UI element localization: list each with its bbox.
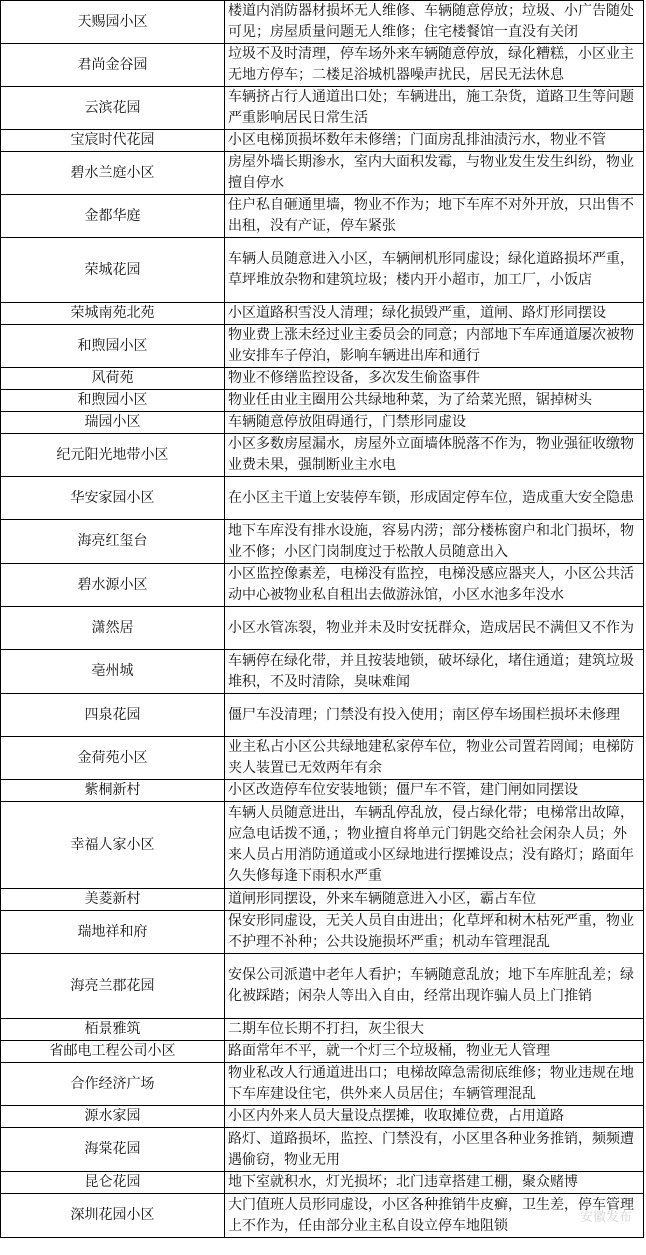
issue-description-cell: 地下车库没有排水设施，容易内涝；部分楼栋窗户和北门损坏，物业不修；小区门岗制度过于松散人员随意出入 (225, 520, 644, 564)
table-row (1, 368, 644, 390)
community-name-cell: 四泉花园 (1, 694, 225, 737)
table-row (1, 238, 644, 303)
issue-description-cell: 地下室就积水，灯光损坏；北门违章搭建工棚，聚众赌博 (225, 1172, 644, 1194)
community-name-cell: 风荷苑 (1, 368, 225, 390)
community-name-cell: 金荷苑小区 (1, 737, 225, 780)
community-name-cell: 碧水源小区 (1, 564, 225, 607)
community-name-cell: 幸福人家小区 (1, 802, 225, 889)
table-row (1, 152, 644, 195)
community-name-cell: 云滨花园 (1, 87, 225, 130)
community-name-cell: 美菱新村 (1, 889, 225, 911)
community-name-cell: 瑞园小区 (1, 412, 225, 434)
table-row (1, 1194, 644, 1238)
table-row (1, 1, 644, 44)
table-row (1, 477, 644, 520)
issue-description-cell: 僵尸车没清理；门禁没有投入使用；南区停车场围栏损坏未修理 (225, 694, 644, 737)
table-body (1, 1, 644, 1238)
table-row (1, 1106, 644, 1128)
community-name-cell: 紫桐新村 (1, 780, 225, 802)
issue-description-cell: 住户私自砸通里墙，物业不作为；地下车库不对外开放，只出售不出租，没有产证，停车紧张 (225, 195, 644, 238)
table-row (1, 434, 644, 477)
table-row (1, 954, 644, 1019)
community-name-cell: 荣城南苑北苑 (1, 303, 225, 325)
issue-description-cell: 物业私改人行通道进出口；电梯故障急需彻底维修；物业违规在地下车库建设住宅，供外来人员居住；车辆管理混乱 (225, 1063, 644, 1106)
community-name-cell: 和煦园小区 (1, 390, 225, 412)
issue-description-cell: 车辆随意停放阻碍通行，门禁形同虚设 (225, 412, 644, 434)
issue-description-cell: 车辆停在绿化带，并且按装地锁，破坏绿化，堵住通道；建筑垃圾堆积，不及时清除，臭味难闻 (225, 650, 644, 694)
table-row (1, 130, 644, 152)
community-name-cell: 深圳花园小区 (1, 1194, 225, 1238)
table-row (1, 889, 644, 911)
table-row (1, 737, 644, 780)
community-name-cell: 亳州城 (1, 650, 225, 694)
issue-description-cell: 在小区主干道上安装停车锁，形成固定停车位，造成重大安全隐患 (225, 477, 644, 520)
issue-description-cell: 物业不修缮监控设备，多次发生偷盗事件 (225, 368, 644, 390)
issue-description-cell: 保安形同虚设，无关人员自由进出；化草坪和树木枯死严重，物业不护理不补种；公共设施损坏严重；机动车管理混乱 (225, 911, 644, 954)
community-name-cell: 省邮电工程公司小区 (1, 1041, 225, 1063)
table-row (1, 1172, 644, 1194)
issue-description-cell: 小区监控像素差，电梯没有监控，电梯没感应器夹人，小区公共活动中心被物业私自租出去做游泳馆，小区水池多年没水 (225, 564, 644, 607)
community-name-cell: 君尚金谷园 (1, 44, 225, 87)
community-name-cell: 海棠花园 (1, 1128, 225, 1172)
table-row (1, 195, 644, 238)
table-row (1, 87, 644, 130)
issue-description-cell: 楼道内消防器材损坏无人维修、车辆随意停放；垃圾、小广告随处可见；房屋质量问题无人维修；住宅楼餐馆一直没有关闭 (225, 1, 644, 44)
community-name-cell: 荣城花园 (1, 238, 225, 303)
issue-description-cell: 道闸形同摆设，外来车辆随意进入小区，霸占车位 (225, 889, 644, 911)
issue-description-cell: 车辆挤占行人通道出口处；车辆进出，施工杂货，道路卫生等问题严重影响居民日常生活 (225, 87, 644, 130)
table-row (1, 1041, 644, 1063)
issue-description-cell: 小区改造停车位安装地锁；僵尸车不管，建门闸如同摆设 (225, 780, 644, 802)
issue-description-cell: 车辆人员随意进入小区，车辆闸机形同虚设；绿化道路损坏严重，草坪堆放杂物和建筑垃圾；楼内开小超市，加工厂，小饭店 (225, 238, 644, 303)
issue-description-cell: 安保公司派遣中老年人看护；车辆随意乱放；地下车库脏乱差；绿化被踩踏；闲杂人等出入自由，经常出现诈骗人员上门推销 (225, 954, 644, 1019)
table-row (1, 303, 644, 325)
table-row (1, 911, 644, 954)
table-row (1, 650, 644, 694)
issue-description-cell: 业主私占小区公共绿地建私家停车位，物业公司置若罔闻；电梯防夹人装置已无效两年有余 (225, 737, 644, 780)
community-name-cell: 合作经济广场 (1, 1063, 225, 1106)
community-name-cell: 碧水兰庭小区 (1, 152, 225, 195)
table-row (1, 564, 644, 607)
issue-description-cell: 二期车位长期不打扫，灰尘很大 (225, 1019, 644, 1041)
community-name-cell: 海亮红玺台 (1, 520, 225, 564)
table-row (1, 390, 644, 412)
issue-description-cell: 小区电梯顶损坏数年未修缮；门面房乱排油渍污水，物业不管 (225, 130, 644, 152)
community-name-cell: 瑞地祥和府 (1, 911, 225, 954)
community-name-cell: 昆仑花园 (1, 1172, 225, 1194)
community-name-cell: 华安家园小区 (1, 477, 225, 520)
issue-description-cell: 房屋外墙长期渗水，室内大面积发霉，与物业发生发生纠纷，物业擅自停水 (225, 152, 644, 195)
community-name-cell: 宝宸时代花园 (1, 130, 225, 152)
issue-description-cell: 路灯、道路损坏，监控、门禁没有，小区里各种业务推销，频频遭遇偷窃，物业无用 (225, 1128, 644, 1172)
issue-description-cell: 物业费上涨未经过业主委员会的同意；内部地下车库通道屡次被物业安排车子停泊，影响车辆进出库和通行 (225, 325, 644, 368)
issue-description-cell: 车辆人员随意进出，车辆乱停乱放，侵占绿化带；电梯常出故障，应急电话拨不通，；物业擅自将单元门钥匙交给社会闲杂人员；外来人员占用消防通道或小区绿地进行摆摊设点；没有路灯；路面年久失修每逢下雨积水严重 (225, 802, 644, 889)
community-name-cell: 潇然居 (1, 607, 225, 650)
table-row (1, 44, 644, 87)
issue-description-cell: 物业任由业主圈用公共绿地种菜，为了给菜光照，锯掉树头 (225, 390, 644, 412)
table-row (1, 607, 644, 650)
community-name-cell: 金都华庭 (1, 195, 225, 238)
table-row (1, 325, 644, 368)
issue-description-cell: 小区内外来人员大量设点摆摊，收取摊位费，占用道路 (225, 1106, 644, 1128)
table-row (1, 1128, 644, 1172)
issue-description-cell: 路面常年不平，就一个灯三个垃圾桶，物业无人管理 (225, 1041, 644, 1063)
community-name-cell: 栢景雅筑 (1, 1019, 225, 1041)
table-row (1, 1063, 644, 1106)
community-name-cell: 海亮兰郡花园 (1, 954, 225, 1019)
community-name-cell: 和煦园小区 (1, 325, 225, 368)
table-row (1, 694, 644, 737)
watermark: 安徽发布 (579, 1210, 632, 1225)
issue-description-cell: 大门值班人员形同虚设，小区各种推销牛皮癣，卫生差，停车管理上不作为，任由部分业主私自设立停车地阻锁 (225, 1194, 644, 1238)
issue-description-cell: 小区水管冻裂，物业并未及时安抚群众，造成居民不满但又不作为 (225, 607, 644, 650)
issue-description-cell: 垃圾不及时清理，停车场外来车辆随意停放，绿化糟糕，小区业主无地方停车；二楼足浴城机器噪声扰民，居民无法休息 (225, 44, 644, 87)
table-row (1, 1019, 644, 1041)
table-row (1, 802, 644, 889)
issue-description-cell: 小区多数房屋漏水，房屋外立面墙体脱落不作为，物业强征收缴物业费未果，强制断业主水电 (225, 434, 644, 477)
issue-description-cell: 小区道路积雪没人清理；绿化损毁严重，道闸、路灯形同摆设 (225, 303, 644, 325)
table-row (1, 520, 644, 564)
table-row (1, 412, 644, 434)
table-row (1, 780, 644, 802)
community-name-cell: 源水家园 (1, 1106, 225, 1128)
community-name-cell: 纪元阳光地带小区 (1, 434, 225, 477)
community-name-cell: 天赐园小区 (1, 1, 225, 44)
